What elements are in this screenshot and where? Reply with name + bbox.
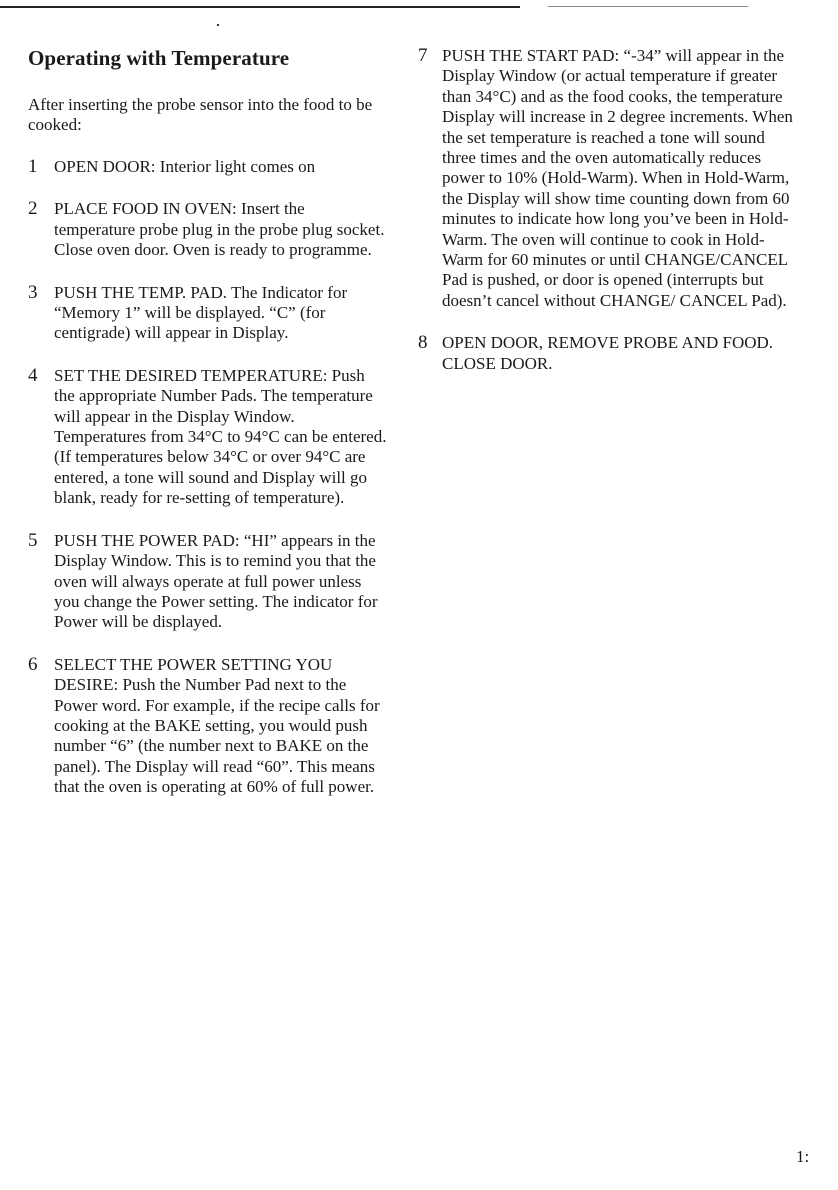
step-number: 5: [28, 529, 38, 551]
step-number: 6: [28, 653, 38, 675]
step-text: OPEN DOOR: Interior light comes on: [54, 157, 316, 176]
top-rule: [0, 6, 520, 8]
right-column: [418, 46, 798, 396]
step-number: 3: [28, 281, 38, 303]
step-text: PLACE FOOD IN OVEN: Insert the temperature probe plug in the probe plug socket. Close oven door. Oven is ready to programme.: [54, 199, 385, 260]
step-8: [418, 333, 798, 374]
step-number: 1: [28, 156, 38, 177]
section-heading: Operating with Temperature: [28, 46, 290, 70]
top-rule-faint: [548, 6, 748, 7]
intro-paragraph: After inserting the probe sensor into the food to be cooked:: [28, 95, 373, 134]
step-4: [28, 366, 388, 509]
step-text: PUSH THE TEMP. PAD. The Indicator for “Memory 1” will be displayed. “C” (for centigrade) will appear in Display.: [54, 282, 348, 343]
step-number: 7: [418, 45, 428, 66]
step-text: PUSH THE START PAD: “-34” will appear in the Display Window (or actual temperature if greater than 34°C) and as the food cooks, the temperature Display will increase in 2 degree increments. When the set temperature is reached a tone will sound three times and the oven automatically reduces power to 10% (Hold-Warm). When in Hold-Warm, the Display will show time counting down from 60 minutes to indicate how long you’ve been in Hold-Warm. The oven will continue to cook in Hold-Warm for 60 minutes or until CHANGE/CANCEL Pad is pushed, or door is opened (interrupts but doesn’t cancel without CHANGE/ CANCEL Pad).: [442, 46, 793, 310]
step-5: [28, 531, 388, 633]
page-number: 1:: [796, 1147, 810, 1166]
step-text: SET THE DESIRED TEMPERATURE: Push the appropriate Number Pads. The temperature will appear in the Display Window. Temperatures from 34°C to 94°C can be entered. (If temperatures below 34°C or over 94°C are entered, a tone will sound and Display will go blank, ready for re-setting of temperature).: [54, 365, 387, 508]
step-text: PUSH THE POWER PAD: “HI” appears in the Display Window. This is to remind you that the oven will always operate at full power unless you change the Power setting. The indicator for Power will be displayed.: [54, 530, 378, 632]
step-3: [28, 283, 388, 344]
step-number: 8: [418, 332, 428, 354]
step-number: 2: [28, 198, 38, 220]
step-number: 4: [28, 364, 38, 386]
scan-dot: [217, 24, 219, 26]
step-text: OPEN DOOR, REMOVE PROBE AND FOOD. CLOSE DOOR.: [442, 333, 774, 373]
step-text: SELECT THE POWER SETTING YOU DESIRE: Push the Number Pad next to the Power word. For example, if the recipe calls for cooking at the BAKE setting, you would push number “6” (the number next to BAKE on the panel). The Display will read “60”. This means that the oven is operating at 60% of full power.: [54, 654, 380, 797]
step-2: [28, 199, 388, 260]
step-1: [28, 157, 388, 177]
step-6: [28, 655, 388, 798]
left-column: [28, 46, 388, 820]
step-7: [418, 46, 798, 311]
